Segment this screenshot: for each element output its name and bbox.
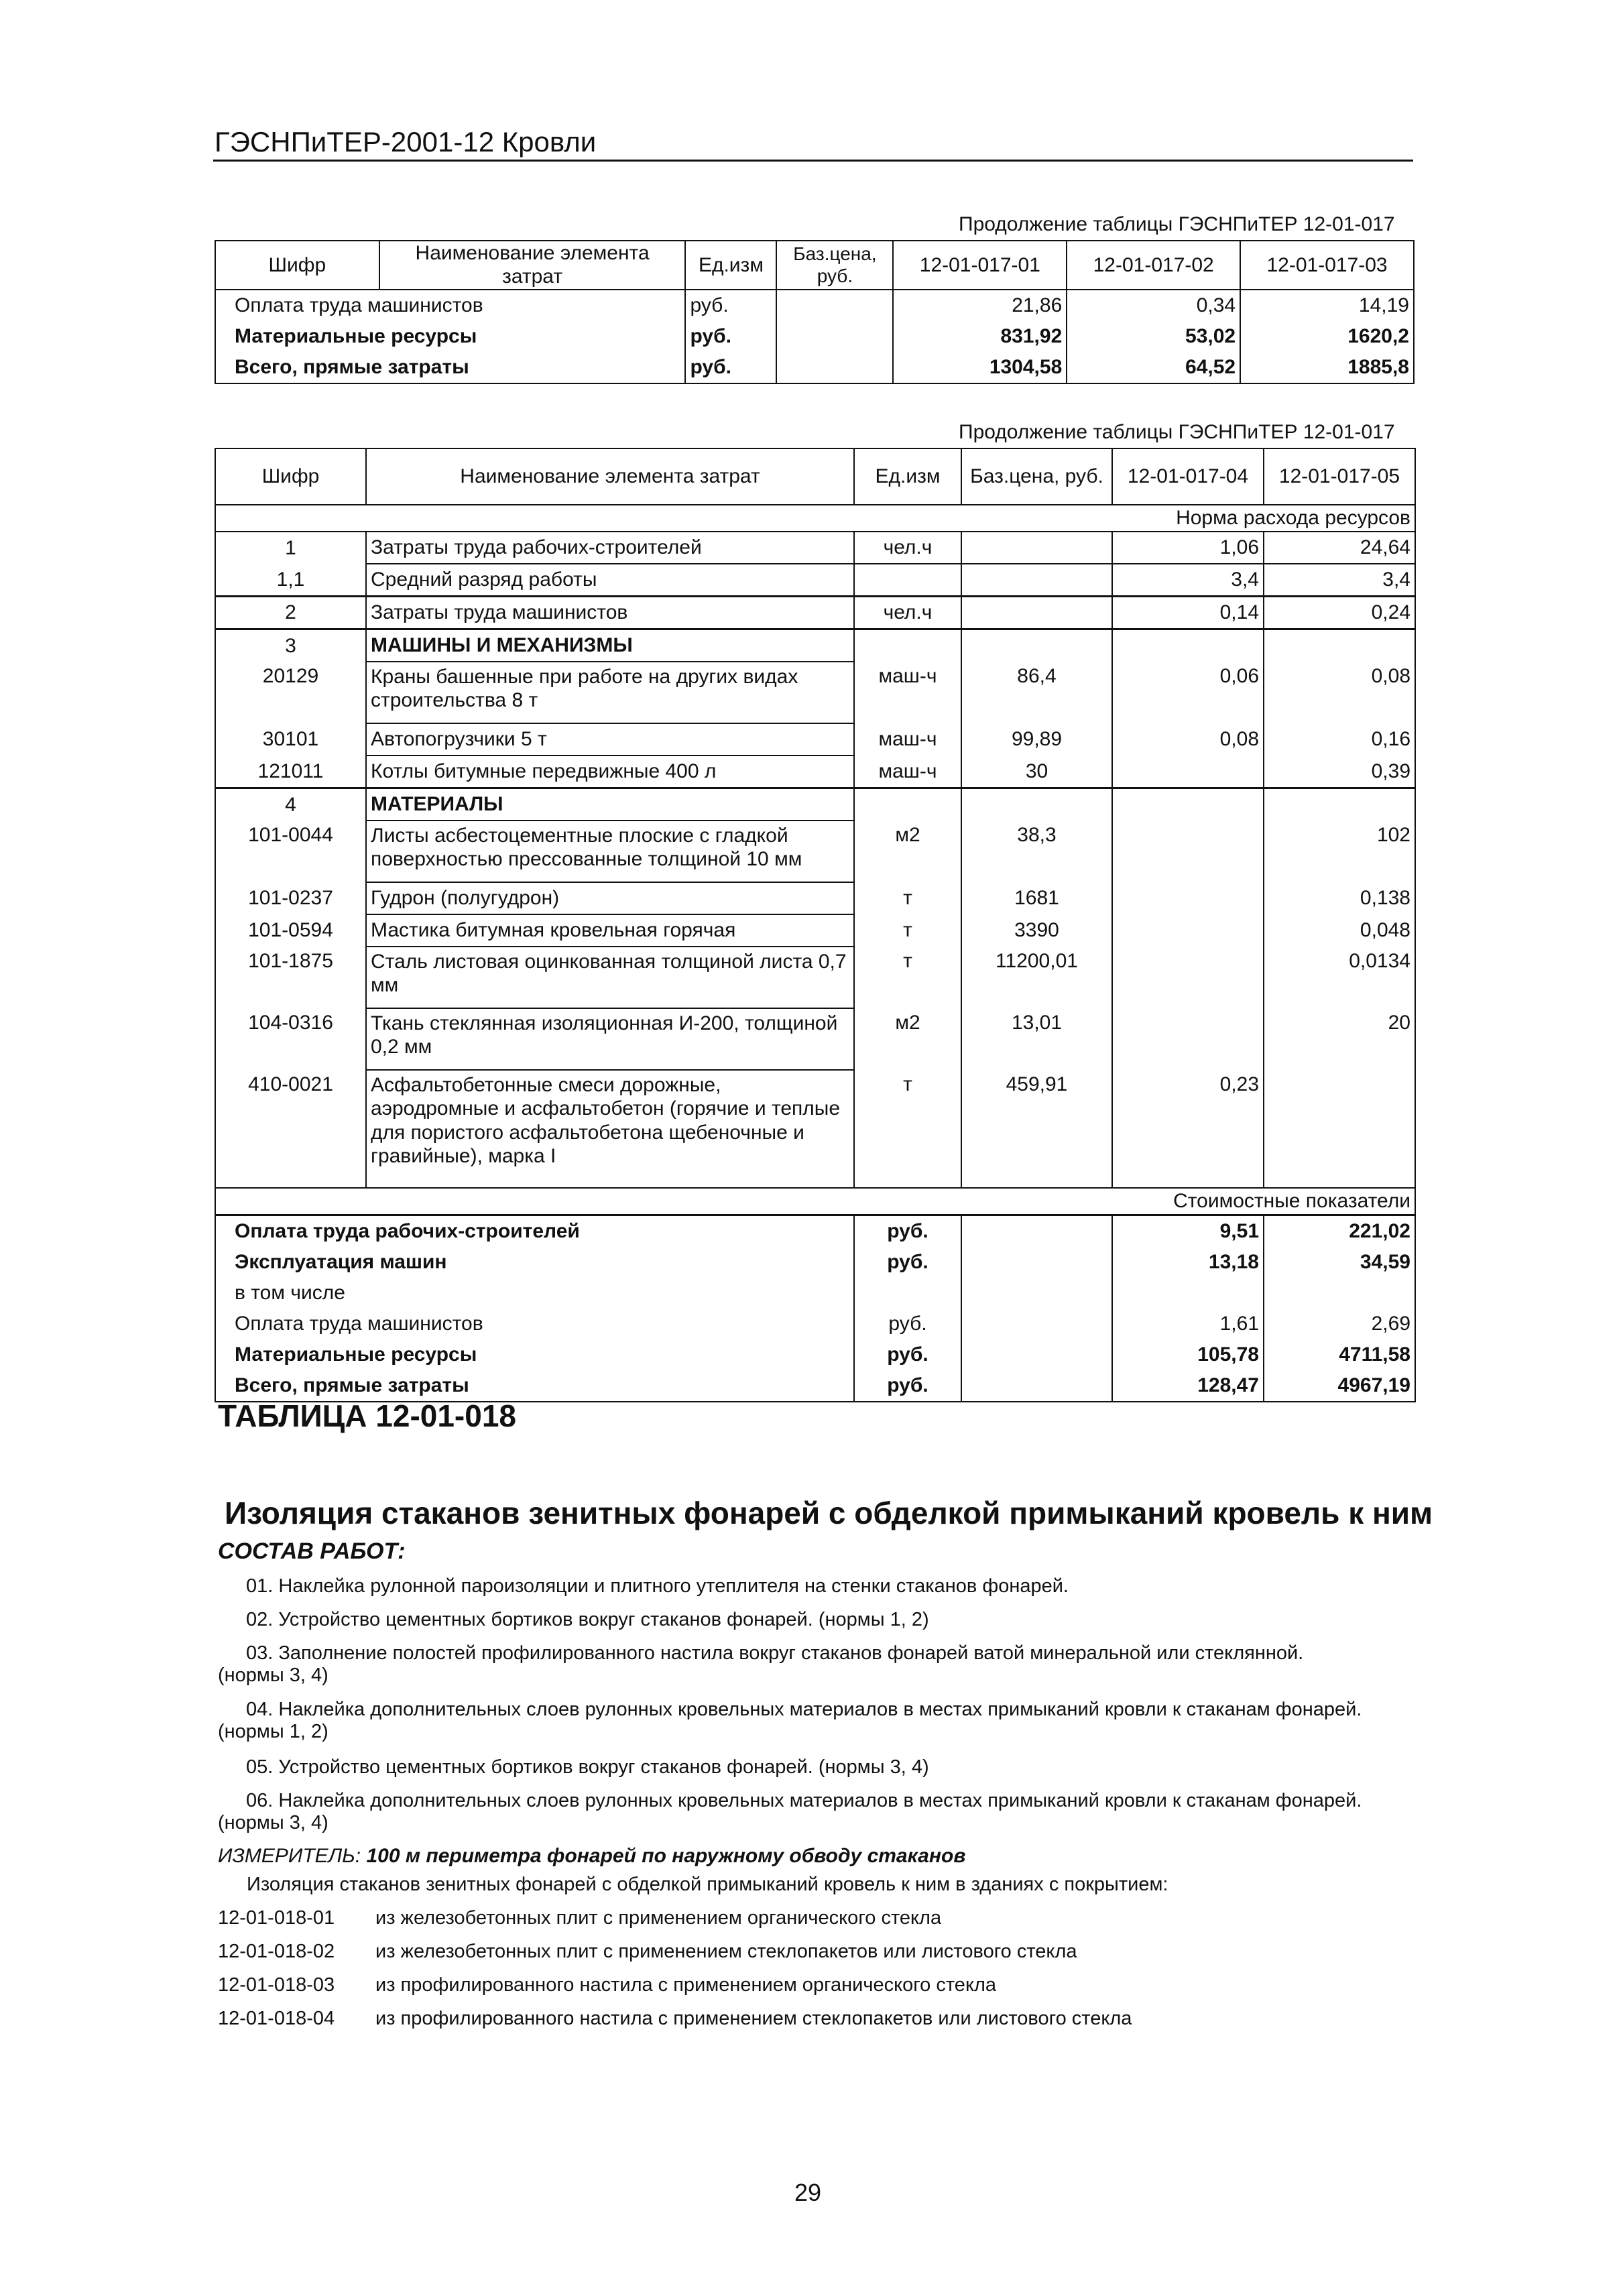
table-row bbox=[215, 1008, 1415, 1070]
row-v2: 3,4 bbox=[1264, 564, 1415, 597]
row-name: МАТЕРИАЛЫ bbox=[366, 788, 854, 821]
row-price: 86,4 bbox=[961, 662, 1112, 723]
row-v1: 0,08 bbox=[1112, 723, 1264, 756]
izmeritel bbox=[218, 1845, 965, 1868]
row-code: 20129 bbox=[215, 662, 366, 723]
table-row bbox=[215, 290, 1414, 321]
cost-row-v2 bbox=[1264, 1278, 1415, 1309]
table-row bbox=[215, 723, 1415, 756]
row-name: Средний разряд работы bbox=[366, 564, 854, 597]
table-a-col-01: 12-01-017-01 bbox=[893, 241, 1067, 290]
cost-row-unit: руб. bbox=[854, 1309, 961, 1339]
table-b-col-unit: Ед.изм bbox=[854, 448, 961, 505]
norma-row bbox=[215, 505, 1415, 532]
cost-row-unit: руб. bbox=[854, 1370, 961, 1402]
row-code: 2 bbox=[215, 597, 366, 629]
row-name: Листы асбестоцементные плоские с гладкой поверхностью прессованные толщиной 10 мм bbox=[366, 821, 854, 882]
row-unit: руб. bbox=[685, 321, 776, 352]
variant-text: из профилированного настила с применением стеклопакетов или листового стекла bbox=[375, 2008, 1132, 2029]
row-code: 104-0316 bbox=[215, 1008, 366, 1070]
row-v1 bbox=[1112, 756, 1264, 788]
table-a-col-03: 12-01-017-03 bbox=[1240, 241, 1414, 290]
op-item bbox=[218, 1756, 1425, 1778]
row-name: МАШИНЫ И МЕХАНИЗМЫ bbox=[366, 629, 854, 662]
table-row bbox=[215, 662, 1415, 723]
table-a-col-name: Наименование элемента затрат bbox=[379, 241, 686, 290]
cost-row-v2: 4711,58 bbox=[1264, 1339, 1415, 1370]
table-row bbox=[215, 532, 1415, 564]
table-row bbox=[215, 1309, 1415, 1339]
izmeritel-label: ИЗМЕРИТЕЛЬ: bbox=[218, 1845, 361, 1867]
row-name: Асфальтобетонные смеси дорожные, аэродромные и асфальтобетон (горячие и теплые для пористого асфальтобетона щебеночные и гравийные), марка I bbox=[366, 1070, 854, 1188]
op-line: 05. Устройство цементных бортиков вокруг стаканов фонарей. (нормы 3, 4) bbox=[246, 1756, 929, 1778]
row-name: Котлы битумные передвижные 400 л bbox=[366, 756, 854, 788]
row-code: 1 bbox=[215, 532, 366, 564]
table-a-col-02: 12-01-017-02 bbox=[1067, 241, 1240, 290]
row-code: 101-0044 bbox=[215, 821, 366, 882]
row-v1 bbox=[1112, 821, 1264, 882]
row-price: 30 bbox=[961, 756, 1112, 788]
op-item bbox=[218, 1790, 1425, 1834]
table-a-continuation: Продолжение таблицы ГЭСНПиТЕР 12-01-017 bbox=[959, 213, 1395, 235]
row-price: 1681 bbox=[961, 882, 1112, 914]
table-b-col-04: 12-01-017-04 bbox=[1112, 448, 1264, 505]
cost-row-v2: 221,02 bbox=[1264, 1215, 1415, 1248]
cost-row-v1: 105,78 bbox=[1112, 1339, 1264, 1370]
sostav-heading: СОСТАВ РАБОТ: bbox=[218, 1538, 406, 1564]
row-v2: 0,24 bbox=[1264, 597, 1415, 629]
row-v3: 14,19 bbox=[1240, 290, 1414, 321]
page-number: 29 bbox=[794, 2179, 822, 2206]
row-v1 bbox=[1112, 947, 1264, 1008]
variant-text: из профилированного настила с применением органического стекла bbox=[375, 1974, 997, 1996]
row-name: Затраты труда машинистов bbox=[366, 597, 854, 629]
row-code: 3 bbox=[215, 629, 366, 662]
row-v2: 0,16 bbox=[1264, 723, 1415, 756]
table-row bbox=[215, 1070, 1415, 1188]
cost-row-unit: руб. bbox=[854, 1247, 961, 1278]
table-b-col-name: Наименование элемента затрат bbox=[366, 448, 854, 505]
table-row bbox=[215, 1278, 1415, 1309]
op-item bbox=[218, 1642, 1425, 1687]
row-name: Затраты труда рабочих-строителей bbox=[366, 532, 854, 564]
row-unit: т bbox=[854, 914, 961, 947]
row-price bbox=[961, 532, 1112, 564]
table-b-col-code: Шифр bbox=[215, 448, 366, 505]
row-price: 13,01 bbox=[961, 1008, 1112, 1070]
row-price bbox=[961, 597, 1112, 629]
op-item bbox=[218, 1575, 1425, 1597]
row-v2: 0,0134 bbox=[1264, 947, 1415, 1008]
variant-code: 12-01-018-04 bbox=[218, 2008, 335, 2029]
op-line: 03. Заполнение полостей профилированного настила вокруг стаканов фонарей ватой минеральной или стеклянной. bbox=[246, 1642, 1304, 1664]
header-rule bbox=[213, 160, 1413, 162]
row-name: Оплата труда машинистов bbox=[215, 290, 685, 321]
row-v2: 64,52 bbox=[1067, 352, 1240, 383]
row-v1: 0,23 bbox=[1112, 1070, 1264, 1188]
row-name: Гудрон (полугудрон) bbox=[366, 882, 854, 914]
cost-row-v1: 9,51 bbox=[1112, 1215, 1264, 1248]
table-row bbox=[215, 1215, 1415, 1248]
table-a-col-unit: Ед.изм bbox=[685, 241, 776, 290]
cost-row-name: Оплата труда машинистов bbox=[215, 1309, 854, 1339]
row-v2: 0,34 bbox=[1067, 290, 1240, 321]
row-code: 101-0594 bbox=[215, 914, 366, 947]
row-price bbox=[961, 564, 1112, 597]
op-item bbox=[218, 1609, 1425, 1631]
row-name: Сталь листовая оцинкованная толщиной листа 0,7 мм bbox=[366, 947, 854, 1008]
table-title: ТАБЛИЦА 12-01-018 bbox=[218, 1398, 516, 1433]
row-v2: 102 bbox=[1264, 821, 1415, 882]
row-v2: 24,64 bbox=[1264, 532, 1415, 564]
row-v3: 1620,2 bbox=[1240, 321, 1414, 352]
row-v1: 1304,58 bbox=[893, 352, 1067, 383]
row-code: 101-1875 bbox=[215, 947, 366, 1008]
section-title: Изоляция стаканов зенитных фонарей с обделкой примыканий кровель к ним bbox=[225, 1496, 1433, 1530]
row-name: Мастика битумная кровельная горячая bbox=[366, 914, 854, 947]
izmeritel-value: 100 м периметра фонарей по наружному обводу стаканов bbox=[366, 1845, 966, 1867]
op-line: 02. Устройство цементных бортиков вокруг стаканов фонарей. (нормы 1, 2) bbox=[246, 1609, 929, 1630]
op-line: 04. Наклейка дополнительных слоев рулонных кровельных материалов в местах примыканий кровли к стаканам фонарей. bbox=[246, 1699, 1362, 1720]
row-v3: 1885,8 bbox=[1240, 352, 1414, 383]
op-line: 01. Наклейка рулонной пароизоляции и плитного утеплителя на стенки стаканов фонарей. bbox=[246, 1575, 1069, 1597]
row-price: 99,89 bbox=[961, 723, 1112, 756]
row-v1 bbox=[1112, 914, 1264, 947]
row-code: 121011 bbox=[215, 756, 366, 788]
row-v1 bbox=[1112, 1008, 1264, 1070]
row-name: Автопогрузчики 5 т bbox=[366, 723, 854, 756]
variant-code: 12-01-018-01 bbox=[218, 1907, 335, 1929]
table-b-continuation: Продолжение таблицы ГЭСНПиТЕР 12-01-017 bbox=[959, 421, 1395, 443]
variant-text: из железобетонных плит с применением органического стекла bbox=[375, 1907, 942, 1929]
op-item bbox=[218, 1699, 1425, 1743]
variant-row bbox=[218, 2008, 1132, 2030]
table-a-col-price: Баз.цена, руб. bbox=[776, 241, 893, 290]
cost-label: Стоимостные показатели bbox=[215, 1188, 1415, 1215]
op-line-cont: (нормы 3, 4) bbox=[218, 1812, 328, 1833]
cost-row-name: Всего, прямые затраты bbox=[215, 1370, 854, 1402]
table-b-col-05: 12-01-017-05 bbox=[1264, 448, 1415, 505]
row-name: Всего, прямые затраты bbox=[215, 352, 685, 383]
row-v1: 0,14 bbox=[1112, 597, 1264, 629]
cost-row-v1: 128,47 bbox=[1112, 1370, 1264, 1402]
table-row bbox=[215, 821, 1415, 882]
variant-code: 12-01-018-03 bbox=[218, 1974, 335, 1996]
running-header: ГЭСНПиТЕР-2001-12 Кровли bbox=[215, 126, 597, 158]
cost-row-unit bbox=[854, 1278, 961, 1309]
table-a bbox=[215, 240, 1415, 384]
op-line-cont: (нормы 1, 2) bbox=[218, 1721, 328, 1742]
row-price: 11200,01 bbox=[961, 947, 1112, 1008]
table-row bbox=[215, 882, 1415, 914]
row-v2: 53,02 bbox=[1067, 321, 1240, 352]
row-v2: 0,39 bbox=[1264, 756, 1415, 788]
row-v1: 831,92 bbox=[893, 321, 1067, 352]
table-a-col-code: Шифр bbox=[215, 241, 379, 290]
table-a-header-row bbox=[215, 241, 1414, 290]
variant-row bbox=[218, 1907, 941, 1929]
table-row bbox=[215, 597, 1415, 629]
cost-row-unit: руб. bbox=[854, 1339, 961, 1370]
cost-row-name: Материальные ресурсы bbox=[215, 1339, 854, 1370]
row-unit: т bbox=[854, 947, 961, 1008]
row-unit: т bbox=[854, 1070, 961, 1188]
table-row bbox=[215, 947, 1415, 1008]
cost-row-v2: 2,69 bbox=[1264, 1309, 1415, 1339]
row-unit: маш-ч bbox=[854, 723, 961, 756]
table-row bbox=[215, 914, 1415, 947]
table-row bbox=[215, 321, 1414, 352]
table-row bbox=[215, 756, 1415, 788]
cost-row-name: Оплата труда рабочих-строителей bbox=[215, 1215, 854, 1248]
row-unit: руб. bbox=[685, 352, 776, 383]
op-line: 06. Наклейка дополнительных слоев рулонных кровельных материалов в местах примыканий кровли к стаканам фонарей. bbox=[246, 1790, 1362, 1811]
variant-code: 12-01-018-02 bbox=[218, 1941, 335, 1962]
row-code: 410-0021 bbox=[215, 1070, 366, 1188]
table-b-header-row bbox=[215, 448, 1415, 505]
row-unit: чел.ч bbox=[854, 597, 961, 629]
row-v1 bbox=[1112, 882, 1264, 914]
variant-text: из железобетонных плит с применением стеклопакетов или листового стекла bbox=[375, 1941, 1077, 1962]
row-code: 30101 bbox=[215, 723, 366, 756]
row-unit: т bbox=[854, 882, 961, 914]
row-v2 bbox=[1264, 1070, 1415, 1188]
row-unit: м2 bbox=[854, 821, 961, 882]
row-name: Материальные ресурсы bbox=[215, 321, 685, 352]
table-b-col-price: Баз.цена, руб. bbox=[961, 448, 1112, 505]
variants-intro: Изоляция стаканов зенитных фонарей с обделкой примыканий кровель к ним в зданиях с покрытием: bbox=[247, 1874, 1168, 1895]
cost-row-v1: 13,18 bbox=[1112, 1247, 1264, 1278]
row-v2: 0,048 bbox=[1264, 914, 1415, 947]
cost-row-v1: 1,61 bbox=[1112, 1309, 1264, 1339]
variant-row bbox=[218, 1974, 996, 1996]
row-price: 38,3 bbox=[961, 821, 1112, 882]
table-row bbox=[215, 788, 1415, 821]
row-v2: 0,08 bbox=[1264, 662, 1415, 723]
row-unit: чел.ч bbox=[854, 532, 961, 564]
variant-row bbox=[218, 1941, 1077, 1963]
row-price: 459,91 bbox=[961, 1070, 1112, 1188]
row-unit bbox=[854, 564, 961, 597]
row-unit: м2 bbox=[854, 1008, 961, 1070]
table-row bbox=[215, 1339, 1415, 1370]
row-v1: 3,4 bbox=[1112, 564, 1264, 597]
table-row bbox=[215, 352, 1414, 383]
cost-label-row bbox=[215, 1188, 1415, 1215]
row-code: 4 bbox=[215, 788, 366, 821]
table-row bbox=[215, 1370, 1415, 1402]
row-unit: маш-ч bbox=[854, 662, 961, 723]
cost-row-name: Эксплуатация машин bbox=[215, 1247, 854, 1278]
row-unit: руб. bbox=[685, 290, 776, 321]
row-v2: 20 bbox=[1264, 1008, 1415, 1070]
row-v2: 0,138 bbox=[1264, 882, 1415, 914]
row-v1: 1,06 bbox=[1112, 532, 1264, 564]
norma-label: Норма расхода ресурсов bbox=[215, 505, 1415, 532]
cost-row-v2: 34,59 bbox=[1264, 1247, 1415, 1278]
cost-row-v2: 4967,19 bbox=[1264, 1370, 1415, 1402]
row-unit: маш-ч bbox=[854, 756, 961, 788]
row-code: 101-0237 bbox=[215, 882, 366, 914]
row-v1: 21,86 bbox=[893, 290, 1067, 321]
row-name: Краны башенные при работе на других видах строительства 8 т bbox=[366, 662, 854, 723]
table-row bbox=[215, 629, 1415, 662]
table-b bbox=[215, 448, 1416, 1402]
row-v1: 0,06 bbox=[1112, 662, 1264, 723]
table-row bbox=[215, 564, 1415, 597]
cost-row-v1 bbox=[1112, 1278, 1264, 1309]
cost-row-unit: руб. bbox=[854, 1215, 961, 1248]
row-name: Ткань стеклянная изоляционная И-200, толщиной 0,2 мм bbox=[366, 1008, 854, 1070]
row-price: 3390 bbox=[961, 914, 1112, 947]
op-line-cont: (нормы 3, 4) bbox=[218, 1665, 328, 1686]
cost-row-name: в том числе bbox=[215, 1278, 854, 1309]
table-row bbox=[215, 1247, 1415, 1278]
row-code: 1,1 bbox=[215, 564, 366, 597]
